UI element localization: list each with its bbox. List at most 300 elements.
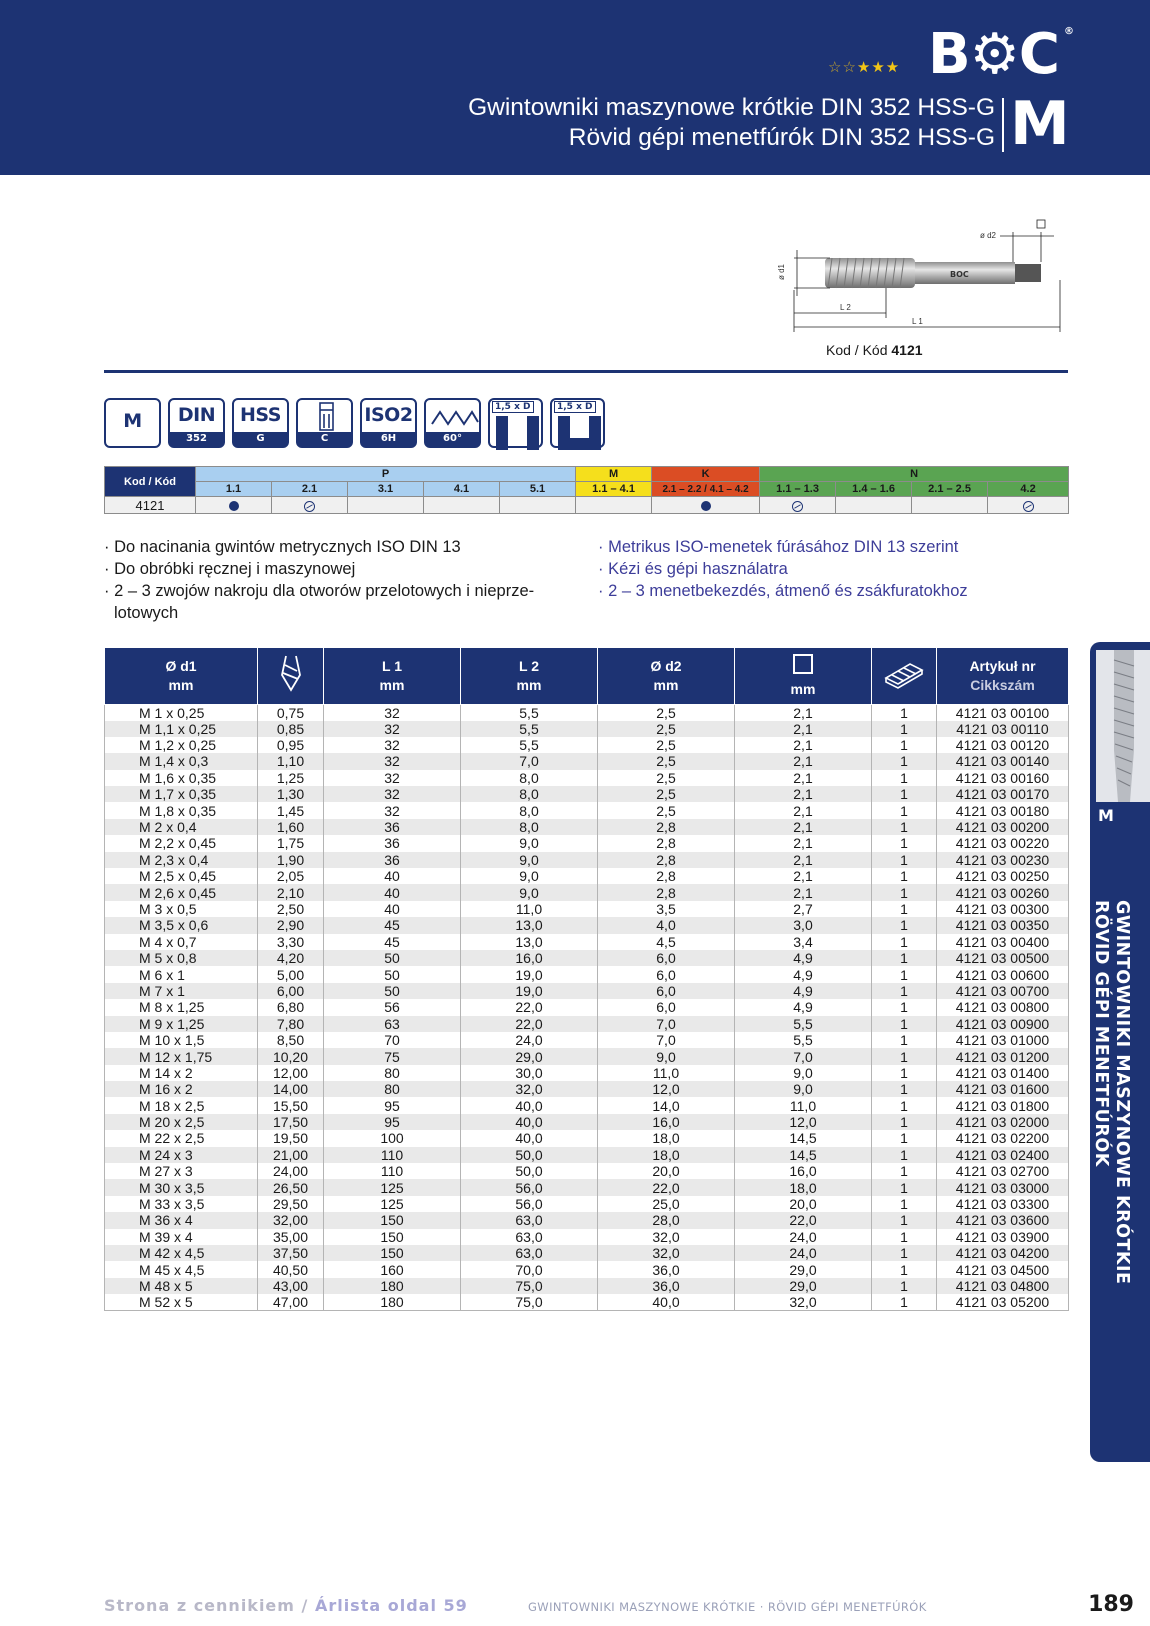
desc-item: · Kézi és gépi használatra (598, 560, 788, 578)
table-cell: 29,0 (735, 1278, 872, 1294)
table-cell: 8,50 (258, 1032, 324, 1048)
footer-pricelist-ref: Strona z cennikiem / Árlista oldal 59 (104, 1596, 468, 1615)
mat-col: 5.1 (500, 482, 576, 497)
table-cell: 56,0 (461, 1179, 598, 1195)
table-cell: 4121 03 00900 (937, 1016, 1069, 1032)
table-cell: 150 (324, 1245, 461, 1261)
table-cell: 2,1 (735, 753, 872, 769)
table-cell: 36,0 (598, 1278, 735, 1294)
table-cell: 63,0 (461, 1245, 598, 1261)
table-cell: 5,5 (461, 704, 598, 721)
table-cell: 22,0 (735, 1212, 872, 1228)
group-n: N (760, 467, 1069, 482)
table-cell: 1 (872, 721, 937, 737)
table-cell: M 1,1 x 0,25 (105, 721, 258, 737)
table-cell: 35,00 (258, 1229, 324, 1245)
shank-c-icon: C (296, 398, 353, 448)
table-cell: 19,0 (461, 966, 598, 982)
table-cell: 32 (324, 721, 461, 737)
table-cell: 1,10 (258, 753, 324, 769)
table-row (105, 786, 1069, 802)
table-cell: 9,0 (461, 868, 598, 884)
table-cell: 6,0 (598, 966, 735, 982)
table-cell: 4121 03 00140 (937, 753, 1069, 769)
table-cell: 4121 03 03300 (937, 1196, 1069, 1212)
table-cell: 1 (872, 917, 937, 933)
table-cell: 1 (872, 1261, 937, 1277)
table-cell: M 22 x 2,5 (105, 1130, 258, 1146)
rating-stars: ☆☆★★★ (828, 59, 901, 76)
table-cell: 7,0 (461, 753, 598, 769)
table-cell: 1 (872, 1114, 937, 1130)
col-l2: L 2 mm (461, 648, 598, 704)
table-cell: 1 (872, 704, 937, 721)
table-cell: 6,00 (258, 983, 324, 999)
table-cell: 32,0 (461, 1081, 598, 1097)
table-cell: 32,0 (598, 1245, 735, 1261)
table-cell: 24,00 (258, 1163, 324, 1179)
table-cell: 1 (872, 1097, 937, 1113)
side-tab-letter: M (1098, 806, 1114, 825)
title-polish: Gwintowniki maszynowe krótkie DIN 352 HSS-G (468, 94, 995, 121)
table-row (105, 1147, 1069, 1163)
hss-g-icon: HSS G (232, 398, 289, 448)
registered-mark: ® (1063, 26, 1073, 37)
col-drill (258, 648, 324, 704)
table-cell: 1 (872, 1245, 937, 1261)
table-cell: 1 (872, 1163, 937, 1179)
table-cell: 56 (324, 999, 461, 1015)
table-cell: 8,0 (461, 802, 598, 818)
din-352-icon: DIN 352 (168, 398, 225, 448)
description-polish (104, 536, 572, 624)
table-cell: 40 (324, 884, 461, 900)
table-cell: 32 (324, 704, 461, 721)
table-cell: 4,0 (598, 917, 735, 933)
table-cell: 4121 03 02200 (937, 1130, 1069, 1146)
table-row (105, 868, 1069, 884)
table-cell: 2,1 (735, 786, 872, 802)
table-cell: 1 (872, 753, 937, 769)
table-cell: M 33 x 3,5 (105, 1196, 258, 1212)
table-cell: 50 (324, 983, 461, 999)
table-cell: 5,5 (461, 737, 598, 753)
angle-60-icon: 60° (424, 398, 481, 448)
table-row (105, 1048, 1069, 1064)
table-cell: 11,0 (735, 1097, 872, 1113)
table-cell: 1 (872, 737, 937, 753)
table-cell: 45 (324, 934, 461, 950)
table-cell: 6,0 (598, 983, 735, 999)
table-cell: 8,0 (461, 770, 598, 786)
table-cell: 1 (872, 1048, 937, 1064)
table-cell: M 30 x 3,5 (105, 1179, 258, 1195)
table-cell: 4,5 (598, 934, 735, 950)
table-cell: 11,0 (598, 1065, 735, 1081)
table-cell: 14,5 (735, 1147, 872, 1163)
desc-item: · Metrikus ISO-menetek fúrásához DIN 13 szerint (598, 538, 959, 556)
table-row (105, 934, 1069, 950)
table-row (105, 999, 1069, 1015)
table-cell: 36 (324, 819, 461, 835)
partial-suitability-icon (792, 501, 803, 512)
table-cell: 20,0 (598, 1163, 735, 1179)
table-row (105, 819, 1069, 835)
table-cell: 4121 03 03600 (937, 1212, 1069, 1228)
table-cell: M 3,5 x 0,6 (105, 917, 258, 933)
table-cell: 19,50 (258, 1130, 324, 1146)
table-cell: 26,50 (258, 1179, 324, 1195)
table-cell: 2,1 (735, 884, 872, 900)
table-cell: 4121 03 00230 (937, 852, 1069, 868)
table-cell: 7,0 (598, 1016, 735, 1032)
table-cell: 2,5 (598, 770, 735, 786)
table-row (105, 1179, 1069, 1195)
table-cell: 25,0 (598, 1196, 735, 1212)
partial-suitability-icon (1023, 501, 1034, 512)
table-cell: 24,0 (735, 1245, 872, 1261)
col-pack (872, 648, 937, 704)
table-cell: M 1,7 x 0,35 (105, 786, 258, 802)
table-cell: 4121 03 04800 (937, 1278, 1069, 1294)
table-cell: 12,0 (598, 1081, 735, 1097)
table-cell: 4121 03 00500 (937, 950, 1069, 966)
table-cell: 30,0 (461, 1065, 598, 1081)
table-cell: 4121 03 03000 (937, 1179, 1069, 1195)
table-cell: 16,0 (461, 950, 598, 966)
table-row (105, 966, 1069, 982)
table-cell: 125 (324, 1196, 461, 1212)
table-row (105, 884, 1069, 900)
table-cell: 32 (324, 770, 461, 786)
table-cell: 5,5 (735, 1032, 872, 1048)
table-cell: 1 (872, 770, 937, 786)
table-cell: 180 (324, 1278, 461, 1294)
table-cell: 4121 03 00250 (937, 868, 1069, 884)
table-cell: 4121 03 00800 (937, 999, 1069, 1015)
table-cell: 1,60 (258, 819, 324, 835)
table-cell: 100 (324, 1130, 461, 1146)
table-cell: 3,30 (258, 934, 324, 950)
description-hungarian (598, 536, 1028, 602)
table-cell: 1 (872, 802, 937, 818)
table-cell: 63,0 (461, 1229, 598, 1245)
table-cell: 95 (324, 1097, 461, 1113)
table-cell: 22,0 (461, 1016, 598, 1032)
mat-col: 3.1 (348, 482, 424, 497)
svg-text:BOC: BOC (950, 270, 969, 279)
table-cell: 1 (872, 868, 937, 884)
table-cell: 4121 03 00160 (937, 770, 1069, 786)
package-icon (882, 656, 926, 690)
table-cell: M 1,6 x 0,35 (105, 770, 258, 786)
d1-label: ø d1 (777, 263, 786, 280)
d2-label: ø d2 (980, 231, 997, 240)
table-row (105, 1245, 1069, 1261)
table-cell: M 1,4 x 0,3 (105, 753, 258, 769)
table-cell: 1 (872, 983, 937, 999)
mat-col: 2.1 – 2.5 (912, 482, 988, 497)
logo-text: B⚙C (928, 22, 1059, 87)
table-cell: M 1,8 x 0,35 (105, 802, 258, 818)
table-cell: 56,0 (461, 1196, 598, 1212)
table-cell: 40,0 (461, 1130, 598, 1146)
table-cell: 10,20 (258, 1048, 324, 1064)
table-cell: M 24 x 3 (105, 1147, 258, 1163)
desc-item: · 2 – 3 zwojów nakroju dla otworów przelotowych i nieprze-lotowych (104, 582, 535, 622)
table-cell: 4121 03 00120 (937, 737, 1069, 753)
table-cell: 6,80 (258, 999, 324, 1015)
table-cell: 1 (872, 934, 937, 950)
table-cell: 4121 03 01600 (937, 1081, 1069, 1097)
table-cell: 4121 03 00260 (937, 884, 1069, 900)
table-cell: 12,00 (258, 1065, 324, 1081)
table-cell: M 1 x 0,25 (105, 704, 258, 721)
table-cell: 4121 03 02000 (937, 1114, 1069, 1130)
table-cell: 32 (324, 753, 461, 769)
table-cell: 4121 03 05200 (937, 1294, 1069, 1311)
table-cell: 4121 03 01200 (937, 1048, 1069, 1064)
table-cell: 9,0 (735, 1065, 872, 1081)
mat-col: 1.1 – 1.3 (760, 482, 836, 497)
table-cell: 24,0 (735, 1229, 872, 1245)
table-cell: 2,8 (598, 868, 735, 884)
table-cell: 5,00 (258, 966, 324, 982)
table-cell: M 18 x 2,5 (105, 1097, 258, 1113)
tap-diagram (777, 220, 1070, 340)
table-cell: 4,9 (735, 999, 872, 1015)
table-cell: M 14 x 2 (105, 1065, 258, 1081)
table-cell: 18,0 (735, 1179, 872, 1195)
desc-item: · Do nacinania gwintów metrycznych ISO DIN 13 (104, 538, 461, 556)
table-cell: 95 (324, 1114, 461, 1130)
group-m: M (576, 467, 652, 482)
table-row (105, 1294, 1069, 1311)
table-cell: 1 (872, 1179, 937, 1195)
table-cell: 4,9 (735, 966, 872, 982)
table-row (105, 737, 1069, 753)
table-cell: 32,0 (598, 1229, 735, 1245)
table-cell: M 9 x 1,25 (105, 1016, 258, 1032)
table-cell: 1 (872, 1147, 937, 1163)
table-cell: 1 (872, 819, 937, 835)
table-cell: 4121 03 00350 (937, 917, 1069, 933)
table-cell: 4121 03 00600 (937, 966, 1069, 982)
table-row (105, 704, 1069, 721)
table-cell: 12,0 (735, 1114, 872, 1130)
table-cell: 5,5 (461, 721, 598, 737)
table-cell: 70,0 (461, 1261, 598, 1277)
table-cell: 150 (324, 1212, 461, 1228)
table-cell: 32 (324, 786, 461, 802)
table-cell: 110 (324, 1163, 461, 1179)
table-row (105, 1097, 1069, 1113)
table-cell: 11,0 (461, 901, 598, 917)
footer (104, 1594, 1134, 1618)
title-divider (1002, 98, 1004, 152)
table-cell: 5,5 (735, 1016, 872, 1032)
table-cell: 40 (324, 868, 461, 884)
mat-col: 1.1 (196, 482, 272, 497)
table-cell: 16,0 (598, 1114, 735, 1130)
table-cell: 32 (324, 737, 461, 753)
table-row (105, 770, 1069, 786)
col-d2: Ø d2 mm (598, 648, 735, 704)
l1-label: L 1 (912, 317, 923, 326)
table-cell: 0,95 (258, 737, 324, 753)
table-cell: 3,5 (598, 901, 735, 917)
category-letter: M (1010, 89, 1070, 159)
table-cell: 36 (324, 852, 461, 868)
mat-col: 1.1 – 4.1 (576, 482, 652, 497)
table-cell: M 2,5 x 0,45 (105, 868, 258, 884)
table-cell: 32 (324, 802, 461, 818)
table-cell: 4121 03 00700 (937, 983, 1069, 999)
table-cell: 40,0 (461, 1097, 598, 1113)
table-cell: 28,0 (598, 1212, 735, 1228)
col-l1: L 1 mm (324, 648, 461, 704)
table-cell: 2,5 (598, 786, 735, 802)
table-cell: 47,00 (258, 1294, 324, 1311)
table-cell: 160 (324, 1261, 461, 1277)
table-cell: 2,1 (735, 704, 872, 721)
table-cell: 1 (872, 1032, 937, 1048)
table-cell: 9,0 (735, 1081, 872, 1097)
table-cell: 19,0 (461, 983, 598, 999)
table-row (105, 1196, 1069, 1212)
table-cell: 14,00 (258, 1081, 324, 1097)
table-row (105, 721, 1069, 737)
product-table (104, 648, 1069, 1311)
table-cell: 7,80 (258, 1016, 324, 1032)
table-row (105, 753, 1069, 769)
table-cell: M 36 x 4 (105, 1212, 258, 1228)
full-suitability-dot-icon (701, 501, 711, 511)
table-cell: 75,0 (461, 1294, 598, 1311)
table-cell: 40,50 (258, 1261, 324, 1277)
table-cell: M 8 x 1,25 (105, 999, 258, 1015)
table-row (105, 1016, 1069, 1032)
table-cell: M 2 x 0,4 (105, 819, 258, 835)
table-cell: 2,50 (258, 901, 324, 917)
material-table (104, 466, 1069, 514)
table-cell: 1,75 (258, 835, 324, 851)
desc-item: · Do obróbki ręcznej i maszynowej (104, 560, 356, 578)
table-cell: M 48 x 5 (105, 1278, 258, 1294)
table-cell: 40,0 (598, 1294, 735, 1311)
table-cell: M 2,2 x 0,45 (105, 835, 258, 851)
table-cell: 110 (324, 1147, 461, 1163)
table-cell: 4121 03 01000 (937, 1032, 1069, 1048)
table-cell: 63,0 (461, 1212, 598, 1228)
table-cell: 1 (872, 1229, 937, 1245)
table-cell: M 6 x 1 (105, 966, 258, 982)
table-cell: 36 (324, 835, 461, 851)
table-cell: 8,0 (461, 819, 598, 835)
table-cell: 13,0 (461, 917, 598, 933)
page-number: 189 (1088, 1592, 1134, 1617)
table-cell: 2,1 (735, 770, 872, 786)
table-cell: 32,0 (735, 1294, 872, 1311)
table-cell: 2,7 (735, 901, 872, 917)
through-hole-icon: 1,5 x D (488, 398, 543, 448)
table-cell: 1 (872, 901, 937, 917)
table-row (105, 1163, 1069, 1179)
page-title (468, 93, 995, 153)
table-row (105, 1130, 1069, 1146)
table-cell: M 2,6 x 0,45 (105, 884, 258, 900)
col-d1: Ø d1 mm (105, 648, 258, 704)
table-cell: 1 (872, 1081, 937, 1097)
table-cell: 1 (872, 1278, 937, 1294)
table-cell: 2,8 (598, 852, 735, 868)
full-suitability-dot-icon (229, 501, 239, 511)
table-cell: 22,0 (598, 1179, 735, 1195)
table-cell: 40,0 (461, 1114, 598, 1130)
table-cell: 1 (872, 1294, 937, 1311)
table-cell: 1 (872, 966, 937, 982)
table-cell: 4121 03 02400 (937, 1147, 1069, 1163)
mat-col: 4.1 (424, 482, 500, 497)
table-row (105, 802, 1069, 818)
diagram-caption (826, 342, 923, 358)
table-cell: M 20 x 2,5 (105, 1114, 258, 1130)
mat-row-code: 4121 (105, 497, 196, 514)
table-cell: 9,0 (461, 835, 598, 851)
table-cell: 2,5 (598, 737, 735, 753)
table-cell: 36,0 (598, 1261, 735, 1277)
table-cell: 8,0 (461, 786, 598, 802)
table-cell: M 2,3 x 0,4 (105, 852, 258, 868)
footer-section-name: GWINTOWNIKI MASZYNOWE KRÓTKIE · RÖVID GÉPI MENETFÚRÓK (528, 1600, 927, 1614)
table-cell: M 16 x 2 (105, 1081, 258, 1097)
table-cell: 2,8 (598, 835, 735, 851)
table-cell: 29,50 (258, 1196, 324, 1212)
table-cell: M 3 x 0,5 (105, 901, 258, 917)
table-cell: 0,75 (258, 704, 324, 721)
table-cell: 4121 03 04500 (937, 1261, 1069, 1277)
mat-col: 1.4 – 1.6 (836, 482, 912, 497)
table-cell: 2,8 (598, 884, 735, 900)
table-row (105, 852, 1069, 868)
table-row (105, 1261, 1069, 1277)
table-cell: 43,00 (258, 1278, 324, 1294)
table-cell: M 45 x 4,5 (105, 1261, 258, 1277)
table-cell: M 42 x 4,5 (105, 1245, 258, 1261)
table-cell: 2,5 (598, 753, 735, 769)
table-cell: 1 (872, 786, 937, 802)
table-cell: 1 (872, 852, 937, 868)
group-k: K (652, 467, 760, 482)
table-cell: 2,1 (735, 868, 872, 884)
table-cell: 4121 03 00170 (937, 786, 1069, 802)
table-cell: 2,1 (735, 802, 872, 818)
group-p: P (196, 467, 576, 482)
table-cell: 125 (324, 1179, 461, 1195)
table-cell: 4121 03 04200 (937, 1245, 1069, 1261)
side-tap-image (1096, 650, 1150, 802)
table-cell: 1 (872, 884, 937, 900)
table-cell: 4,9 (735, 950, 872, 966)
table-cell: 14,0 (598, 1097, 735, 1113)
table-cell: 50,0 (461, 1147, 598, 1163)
table-cell: 14,5 (735, 1130, 872, 1146)
table-row (105, 950, 1069, 966)
square-icon (792, 653, 814, 675)
table-cell: 1,30 (258, 786, 324, 802)
table-cell: M 10 x 1,5 (105, 1032, 258, 1048)
table-cell: 13,0 (461, 934, 598, 950)
